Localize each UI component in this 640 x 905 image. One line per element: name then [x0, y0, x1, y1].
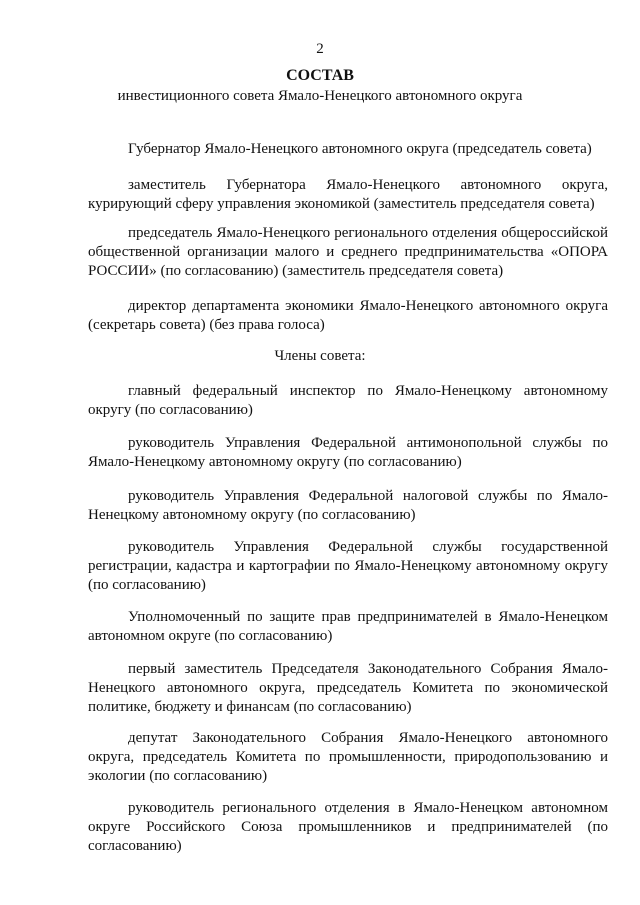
member-governor: Губернатор Ямало-Ненецкого автономного округа (председатель совета)	[128, 141, 592, 157]
members-heading: Члены совета:	[274, 348, 366, 364]
member-economy-director: директор департамента экономики Ямало-Ненецкого автономного округа (секретарь совета) (без права голоса)	[88, 298, 608, 333]
member-federal-inspector: главный федеральный инспектор по Ямало-Ненецкому автономному округу (по согласованию)	[88, 383, 608, 418]
document-title: СОСТАВ	[286, 67, 354, 84]
member-deputy-governor: заместитель Губернатора Ямало-Ненецкого автономного округа, курирующий сферу управления экономикой (заместитель председателя совета)	[88, 177, 608, 212]
member-antimonopoly: руководитель Управления Федеральной антимонопольной службы по Ямало-Ненецкому автономному округу (по согласованию)	[88, 435, 608, 470]
member-tax-service: руководитель Управления Федеральной налоговой службы по Ямало-Ненецкому автономному округу (по согласованию)	[88, 488, 608, 523]
member-registration-service: руководитель Управления Федеральной службы государственной регистрации, кадастра и картографии по Ямало-Ненецкому автономному округу (по согласованию)	[88, 539, 608, 593]
document-subtitle: инвестиционного совета Ямало-Ненецкого автономного округа	[117, 88, 523, 104]
member-legislature-first-deputy: первый заместитель Председателя Законодательного Собрания Ямало-Ненецкого автономного округа, председатель Комитета по экономической политике, бюджету и финансам (по согласованию)	[88, 661, 608, 715]
member-ombudsman: Уполномоченный по защите прав предпринимателей в Ямало-Ненецком автономном округе (по согласованию)	[88, 609, 608, 644]
member-rspp: руководитель регионального отделения в Ямало-Ненецком автономном округе Российского Союза промышленников и предпринимателей (по согласованию)	[88, 800, 608, 854]
page-number: 2	[316, 41, 324, 57]
member-legislature-deputy: депутат Законодательного Собрания Ямало-Ненецкого автономного округа, председатель Комитета по промышленности, природопользованию и экологии (по согласованию)	[88, 730, 608, 784]
member-opora-chair: председатель Ямало-Ненецкого регионального отделения общероссийской общественной организации малого и среднего предпринимательства «ОПОРА РОССИИ» (по согласованию) (заместитель председателя совета)	[88, 225, 608, 279]
